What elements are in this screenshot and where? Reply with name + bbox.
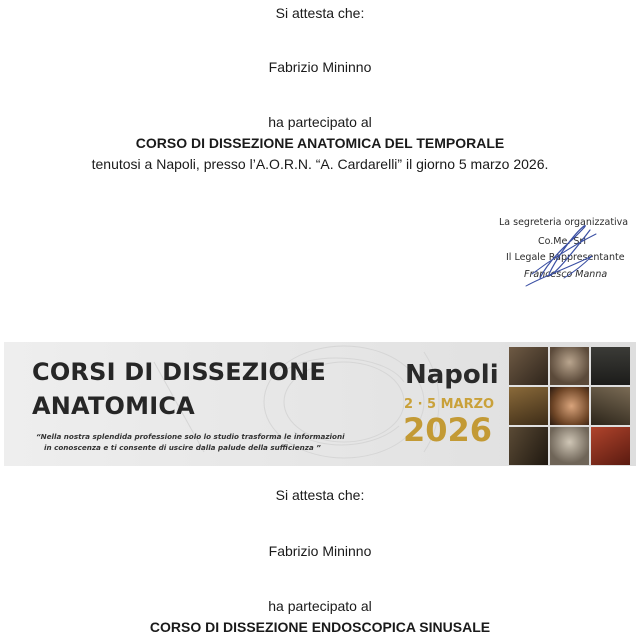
participation-label-1: ha partecipato al — [268, 114, 372, 130]
course-title-2: CORSO DI DISSEZIONE ENDOSCOPICA SINUSALE — [149, 619, 491, 635]
participant-name-2: Fabrizio Mininno — [268, 543, 372, 559]
mosaic-tile — [591, 347, 630, 385]
signature-role: Il Legale Rappresentante — [506, 252, 625, 263]
signature-person: Francesco Manna — [524, 269, 608, 280]
portrait-mosaic — [509, 347, 633, 465]
banner-title-line2: ANATOMICA — [32, 392, 195, 420]
mosaic-tile — [591, 387, 630, 425]
banner-title-line1: CORSI DI DISSEZIONE — [32, 358, 327, 386]
course-details-1: tenutosi a Napoli, presso l’A.O.R.N. “A. Cardarelli” il giorno 5 marzo 2026. — [91, 156, 549, 172]
attest-label-1: Si attesta che: — [275, 5, 365, 21]
banner-city: Napoli — [405, 360, 499, 390]
course-title-1: CORSO DI DISSEZIONE ANATOMICA DEL TEMPORALE — [135, 135, 505, 151]
mosaic-tile — [550, 387, 589, 425]
mosaic-tile — [509, 387, 548, 425]
signature-company: Co.Me. Srl — [538, 236, 586, 247]
attest-label-2: Si attesta che: — [275, 487, 365, 503]
participant-name-1: Fabrizio Mininno — [268, 59, 372, 75]
mosaic-tile — [550, 427, 589, 465]
mosaic-tile — [550, 347, 589, 385]
banner-year: 2026 — [403, 411, 493, 449]
mosaic-tile — [509, 347, 548, 385]
mosaic-tile — [509, 427, 548, 465]
signature-block — [488, 216, 636, 290]
participation-label-2: ha partecipato al — [268, 598, 372, 614]
banner-dates: 2 · 5 MARZO — [404, 397, 495, 412]
banner-quote-line1: “Nella nostra splendida professione solo lo studio trasforma le informazioni — [36, 432, 345, 441]
handwritten-signature — [488, 216, 636, 290]
signature-org: La segreteria organizzativa — [499, 217, 629, 228]
course-banner — [4, 342, 636, 466]
banner-quote-line2: in conoscenza e ti consente di uscire dalla palude della sufficienza ” — [44, 443, 321, 452]
mosaic-tile — [591, 427, 630, 465]
